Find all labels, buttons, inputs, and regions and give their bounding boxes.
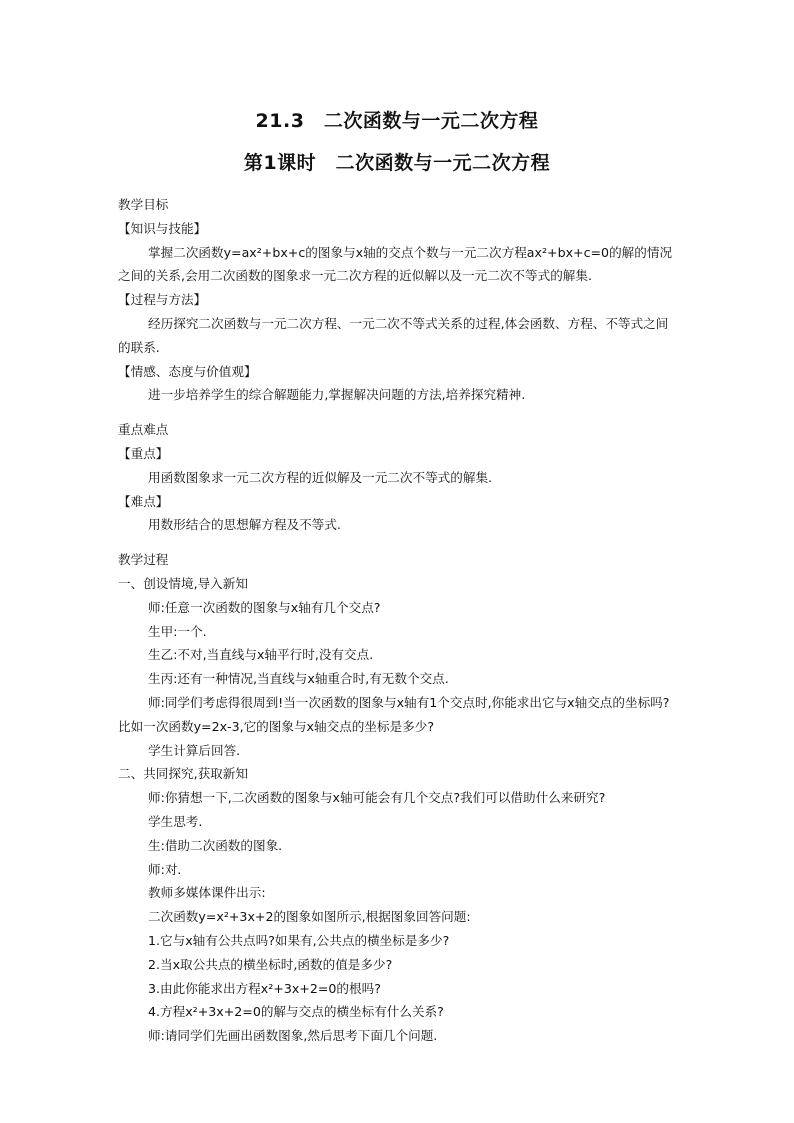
question-item: 4.方程x²+3x+2=0的解与交点的横坐标有什么关系? <box>148 1004 444 1020</box>
goals-heading: 教学目标 <box>118 197 169 212</box>
knowledge-text: 掌握二次函数y=ax²+bx+c的图象与x轴的交点个数与一元二次方程ax²+bx+c=0的解的情况之间的关系,会用二次函数的图象求一元二次方程的近似解以及一元二次不等式的解集. <box>118 244 673 284</box>
process-method-heading: 【过程与方法】 <box>118 292 207 308</box>
question-item: 2.当x取公共点的横坐标时,函数的值是多少? <box>148 956 393 972</box>
question-item: 1.它与x轴有公共点吗?如果有,公共点的横坐标是多少? <box>148 932 450 948</box>
document-body <box>118 193 676 1048</box>
key-text: 用函数图象求一元二次方程的近似解及一元二次不等式的解集. <box>148 469 493 485</box>
dialogue-line: 师:对. <box>148 861 182 877</box>
dialogue-line: 学生思考. <box>148 813 203 829</box>
page-title: 21.3 二次函数与一元二次方程 <box>255 110 539 132</box>
dialogue-line: 生甲:一个. <box>148 623 207 639</box>
difficulty-text: 用数形结合的思想解方程及不等式. <box>148 517 341 533</box>
dialogue-line: 二次函数y=x²+3x+2的图象如图所示,根据图象回答问题: <box>148 909 471 925</box>
dialogue-paragraph: 师:同学们考虑得很周到!当一次函数的图象与x轴有1个交点时,你能求出它与x轴交点的坐标吗?比如一次函数y=2x-3,它的图象与x轴交点的坐标是多少? <box>118 694 670 734</box>
dialogue-line: 学生计算后回答. <box>148 742 241 758</box>
question-item: 3.由此你能求出方程x²+3x+2=0的根吗? <box>148 980 381 996</box>
process-heading: 教学过程 <box>118 552 169 568</box>
lesson-subtitle: 第1课时 二次函数与一元二次方程 <box>243 152 551 174</box>
section2-heading: 二、共同探究,获取新知 <box>118 766 248 782</box>
key-heading: 【重点】 <box>118 445 169 461</box>
dialogue-line: 师:请同学们先画出函数图象,然后思考下面几个问题. <box>148 1028 438 1044</box>
section1-heading: 一、创设情境,导入新知 <box>118 575 248 591</box>
emotion-text: 进一步培养学生的综合解题能力,掌握解决问题的方法,培养探究精神. <box>148 387 526 403</box>
emotion-heading: 【情感、态度与价值观】 <box>118 363 257 379</box>
difficulty-heading: 【难点】 <box>118 493 169 509</box>
dialogue-line: 师:任意一次函数的图象与x轴有几个交点? <box>148 599 381 615</box>
process-method-text: 经历探究二次函数与一元二次方程、一元二次不等式关系的过程,体会函数、方程、不等式之间的联系. <box>118 315 669 355</box>
dialogue-line: 生:借助二次函数的图象. <box>148 837 283 853</box>
dialogue-line: 生丙:还有一种情况,当直线与x轴重合时,有无数个交点. <box>148 671 449 687</box>
keypoints-heading: 重点难点 <box>118 422 169 438</box>
dialogue-line: 师:你猜想一下,二次函数的图象与x轴可能会有几个交点?我们可以借助什么来研究? <box>148 790 606 806</box>
knowledge-heading: 【知识与技能】 <box>118 220 207 236</box>
dialogue-line: 教师多媒体课件出示: <box>148 885 266 901</box>
dialogue-line: 生乙:不对,当直线与x轴平行时,没有交点. <box>148 647 374 663</box>
